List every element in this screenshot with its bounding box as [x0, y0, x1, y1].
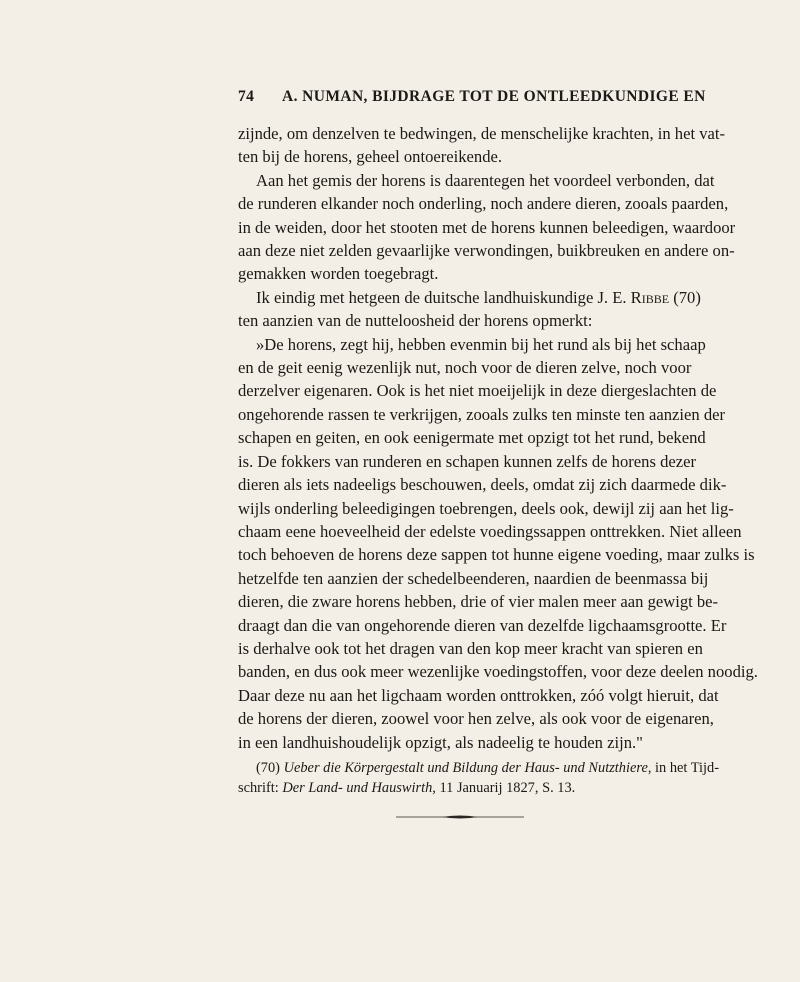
footnote-text: , in het Tijd-	[647, 760, 720, 776]
footnote-line	[238, 778, 690, 798]
text-fragment: Ik eindig met hetgeen de duitsche landhuiskundige J. E.	[256, 287, 631, 307]
text-line: hetzelfde ten aanzien der schedelbeenderen, naardien de beenmassa bij	[238, 568, 709, 588]
footnote	[238, 758, 720, 798]
footnote-line	[238, 758, 720, 778]
text-line: wijls onderling beleedigingen toebrengen, deels ook, dewijl zij aan het lig-	[238, 498, 734, 518]
page-number: 74	[238, 88, 255, 105]
text-line: toch behoeven de horens deze sappen tot hunne eigene voeding, maar zulks is	[238, 545, 755, 565]
text-line: is derhalve ook tot het dragen van den kop meer kracht van spieren en	[238, 638, 703, 658]
text-line: draagt dan die van ongehorende dieren van dezelfde ligchaamsgrootte. Er	[238, 615, 727, 635]
text-line: »De horens, zegt hij, hebben evenmin bij het rund als bij het schaap	[256, 334, 706, 354]
text-line: Daar deze nu aan het ligchaam worden onttrokken, zóó volgt hieruit, dat	[238, 685, 719, 705]
text-line: ten aanzien van de nutteloosheid der horens opmerkt:	[238, 311, 593, 331]
text-line: Aan het gemis der horens is daarentegen het voordeel verbonden, dat	[256, 170, 715, 190]
text-line: derzelver eigenaren. Ook is het niet moeijelijk in deze diergeslachten de	[238, 381, 717, 401]
footnote-reference: (70)	[669, 287, 701, 307]
footnote-text: , 11 Januarij 1827, S. 13.	[432, 780, 576, 796]
text-line: schapen en geiten, en ook eenigermate met opzigt tot het rund, bekend	[238, 428, 706, 448]
footnote-text: schrift:	[238, 780, 283, 796]
text-line: gemakken worden toegebragt.	[238, 264, 439, 284]
text-line: en de geit eenig wezenlijk nut, noch voor de dieren zelve, noch voor	[238, 358, 692, 378]
text-line: ten bij de horens, geheel ontoereikende.	[238, 147, 503, 167]
text-line: aan deze niet zelden gevaarlijke verwondingen, buikbreuken en andere on-	[238, 241, 735, 261]
text-line: is. De fokkers van runderen en schapen kunnen zelfs de horens dezer	[238, 451, 696, 471]
text-line: de runderen elkander noch onderling, noch andere dieren, zooals paarden,	[238, 194, 729, 214]
text-line: dieren als iets nadeeligs beschouwen, deels, omdat zij zich daarmede dik-	[238, 475, 727, 495]
text-line: chaam eene hoeveelheid der edelste voedingssappen onttrekken. Niet alleen	[238, 521, 742, 541]
text-line: in de weiden, door het stooten met de horens kunnen beleedigen, waardoor	[238, 217, 736, 237]
body-text	[238, 122, 758, 754]
footnote-journal: Der Land- und Hauswirth	[282, 780, 433, 796]
running-title: A. NUMAN, BIJDRAGE TOT DE ONTLEEDKUNDIGE EN	[282, 88, 706, 105]
footnote-title: Ueber die Körpergestalt und Bildung der Haus- und Nutzthiere	[283, 760, 648, 776]
author-name: Ribbe	[630, 287, 670, 307]
text-line: zijnde, om denzelven te bedwingen, de menschelijke krachten, in het vat-	[238, 124, 726, 143]
footnote-marker: (70)	[256, 760, 284, 776]
text-line: banden, en dus ook meer wezenlijke voedingstoffen, voor deze deelen noodig.	[238, 662, 758, 682]
ornamental-rule	[396, 813, 524, 821]
text-line: ongehorende rassen te verkrijgen, zooals zulks ten minste ten aanzien der	[238, 404, 726, 424]
text-line: de horens der dieren, zoowel voor hen zelve, als ook voor de eigenaren,	[238, 709, 714, 729]
text-line: dieren, die zware horens hebben, drie of vier malen meer aan gewigt be-	[238, 592, 719, 612]
text-line-with-author	[238, 286, 701, 309]
text-line: in een landhuishoudelijk opzigt, als nadeelig te houden zijn."	[238, 732, 643, 752]
